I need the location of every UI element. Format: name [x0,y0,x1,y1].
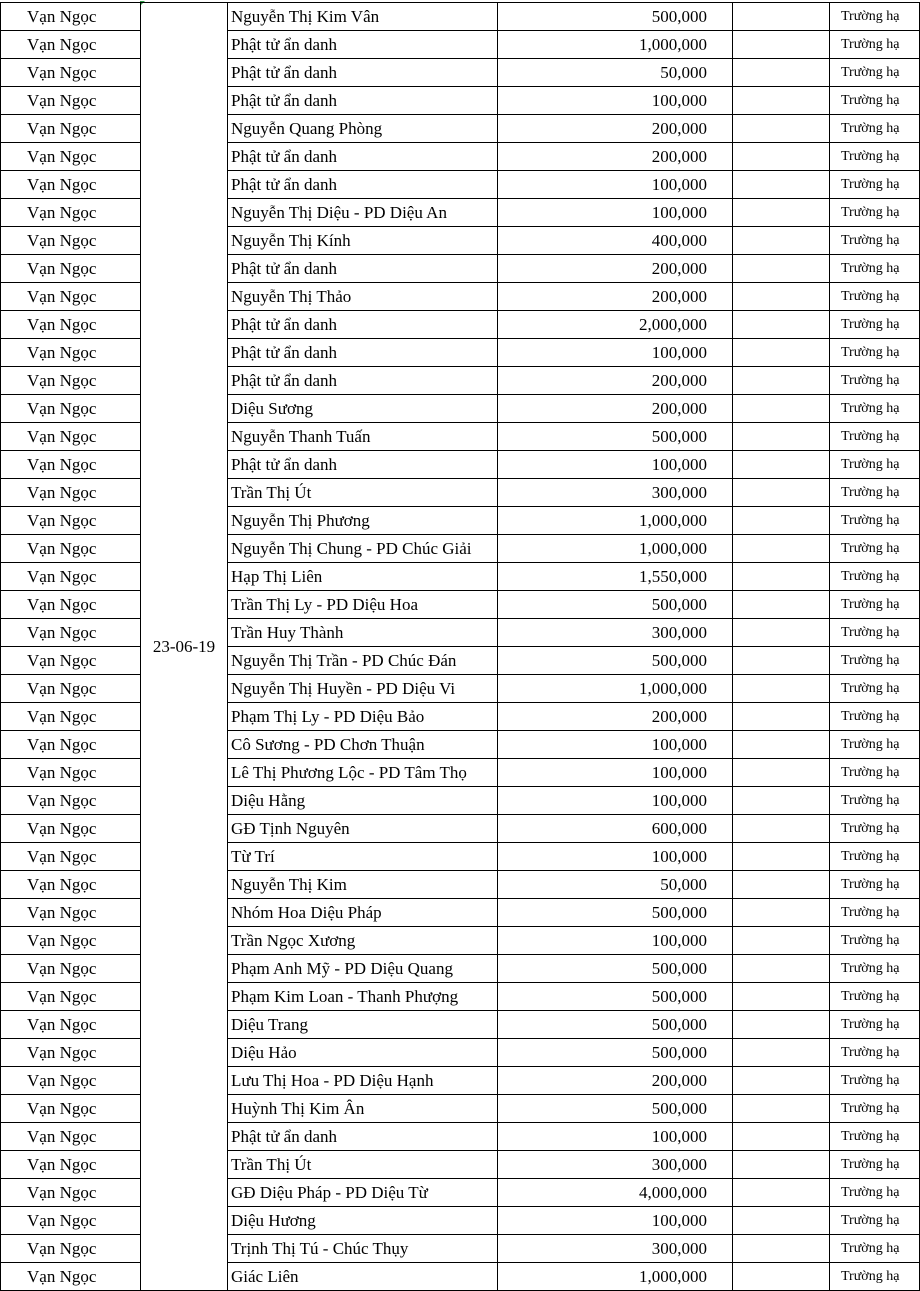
amount-cell[interactable]: 200,000 [498,283,733,311]
purpose-cell[interactable]: Trường hạ [830,395,920,423]
location-cell[interactable]: Vạn Ngọc [1,311,141,339]
table-row [1,1263,920,1291]
purpose-cell[interactable]: Trường hạ [830,1095,920,1123]
donor-name-cell[interactable]: Phật tử ẩn danh [228,59,498,87]
empty-cell[interactable] [733,171,830,199]
table-body [1,3,920,1291]
amount-cell[interactable]: 500,000 [498,423,733,451]
amount-cell[interactable]: 2,000,000 [498,311,733,339]
amount-cell[interactable]: 500,000 [498,591,733,619]
empty-cell[interactable] [733,1207,830,1235]
amount-cell[interactable]: 100,000 [498,1207,733,1235]
location-cell[interactable]: Vạn Ngọc [1,787,141,815]
location-cell[interactable]: Vạn Ngọc [1,1151,141,1179]
donor-name-cell[interactable]: Huỳnh Thị Kim Ân [228,1095,498,1123]
location-cell[interactable]: Vạn Ngọc [1,1011,141,1039]
table-row [1,31,920,59]
location-cell[interactable]: Vạn Ngọc [1,171,141,199]
donor-name-cell[interactable]: Phật tử ẩn danh [228,87,498,115]
amount-cell[interactable]: 50,000 [498,59,733,87]
table-row [1,591,920,619]
empty-cell[interactable] [733,563,830,591]
empty-cell[interactable] [733,115,830,143]
location-cell[interactable]: Vạn Ngọc [1,1179,141,1207]
amount-cell[interactable]: 300,000 [498,1151,733,1179]
amount-cell[interactable]: 300,000 [498,619,733,647]
location-cell[interactable]: Vạn Ngọc [1,1207,141,1235]
donor-name-cell[interactable]: Phật tử ẩn danh [228,451,498,479]
purpose-cell[interactable]: Trường hạ [830,1039,920,1067]
amount-cell[interactable]: 1,000,000 [498,1263,733,1291]
donor-name-cell[interactable]: Nguyễn Thị Kính [228,227,498,255]
purpose-cell[interactable]: Trường hạ [830,1011,920,1039]
amount-cell[interactable]: 50,000 [498,871,733,899]
purpose-cell[interactable]: Trường hạ [830,1151,920,1179]
amount-cell[interactable]: 300,000 [498,1235,733,1263]
amount-cell[interactable]: 4,000,000 [498,1179,733,1207]
location-cell[interactable]: Vạn Ngọc [1,1067,141,1095]
location-cell[interactable]: Vạn Ngọc [1,479,141,507]
donor-name-cell[interactable]: Trần Huy Thành [228,619,498,647]
purpose-cell[interactable]: Trường hạ [830,311,920,339]
location-cell[interactable]: Vạn Ngọc [1,59,141,87]
table-row [1,647,920,675]
empty-cell[interactable] [733,759,830,787]
donor-name-cell[interactable]: Giác Liên [228,1263,498,1291]
purpose-cell[interactable]: Trường hạ [830,227,920,255]
table-row [1,927,920,955]
donor-name-cell[interactable]: Phật tử ẩn danh [228,31,498,59]
amount-cell[interactable]: 100,000 [498,87,733,115]
table-row [1,675,920,703]
table-row [1,367,920,395]
donor-name-cell[interactable]: Diệu Hương [228,1207,498,1235]
location-cell[interactable]: Vạn Ngọc [1,199,141,227]
empty-cell[interactable] [733,339,830,367]
purpose-cell[interactable]: Trường hạ [830,899,920,927]
donor-name-cell[interactable]: Cô Sương - PD Chơn Thuận [228,731,498,759]
table-row [1,479,920,507]
empty-cell[interactable] [733,395,830,423]
donor-name-cell[interactable]: Lê Thị Phương Lộc - PD Tâm Thọ [228,759,498,787]
amount-cell[interactable]: 500,000 [498,983,733,1011]
amount-cell[interactable]: 100,000 [498,451,733,479]
location-cell[interactable]: Vạn Ngọc [1,647,141,675]
amount-cell[interactable]: 400,000 [498,227,733,255]
location-cell[interactable]: Vạn Ngọc [1,591,141,619]
donor-name-cell[interactable]: GĐ Diệu Pháp - PD Diệu Từ [228,1179,498,1207]
empty-cell[interactable] [733,1011,830,1039]
empty-cell[interactable] [733,255,830,283]
empty-cell[interactable] [733,1179,830,1207]
table-row [1,1235,920,1263]
purpose-cell[interactable]: Trường hạ [830,703,920,731]
donor-name-cell[interactable]: Phật tử ẩn danh [228,255,498,283]
location-cell[interactable]: Vạn Ngọc [1,1039,141,1067]
location-cell[interactable]: Vạn Ngọc [1,31,141,59]
location-cell[interactable]: Vạn Ngọc [1,283,141,311]
purpose-cell[interactable]: Trường hạ [830,1123,920,1151]
table-row [1,1095,920,1123]
purpose-cell[interactable]: Trường hạ [830,591,920,619]
table-row [1,955,920,983]
donor-name-cell[interactable]: Phật tử ẩn danh [228,339,498,367]
purpose-cell[interactable]: Trường hạ [830,815,920,843]
table-row [1,1151,920,1179]
amount-cell[interactable]: 500,000 [498,1039,733,1067]
amount-cell[interactable]: 500,000 [498,955,733,983]
empty-cell[interactable] [733,1067,830,1095]
empty-cell[interactable] [733,899,830,927]
donor-name-cell[interactable]: Phật tử ẩn danh [228,143,498,171]
donor-name-cell[interactable]: Nhóm Hoa Diệu Pháp [228,899,498,927]
empty-cell[interactable] [733,143,830,171]
amount-cell[interactable]: 100,000 [498,843,733,871]
donor-name-cell[interactable]: Trần Thị Út [228,1151,498,1179]
table-row [1,143,920,171]
empty-cell[interactable] [733,787,830,815]
location-cell[interactable]: Vạn Ngọc [1,451,141,479]
date-cell[interactable]: 23-06-19 [141,3,228,1291]
location-cell[interactable]: Vạn Ngọc [1,927,141,955]
empty-cell[interactable] [733,815,830,843]
donor-name-cell[interactable]: Diệu Sương [228,395,498,423]
table-row [1,395,920,423]
empty-cell[interactable] [733,507,830,535]
empty-cell[interactable] [733,59,830,87]
empty-cell[interactable] [733,927,830,955]
location-cell[interactable]: Vạn Ngọc [1,675,141,703]
amount-cell[interactable]: 100,000 [498,731,733,759]
empty-cell[interactable] [733,31,830,59]
purpose-cell[interactable]: Trường hạ [830,535,920,563]
empty-cell[interactable] [733,311,830,339]
donation-table [0,2,920,1291]
empty-cell[interactable] [733,283,830,311]
table-row [1,423,920,451]
amount-cell[interactable]: 500,000 [498,899,733,927]
purpose-cell[interactable]: Trường hạ [830,647,920,675]
purpose-cell[interactable]: Trường hạ [830,143,920,171]
donor-name-cell[interactable]: Trần Thị Út [228,479,498,507]
empty-cell[interactable] [733,367,830,395]
purpose-cell[interactable]: Trường hạ [830,31,920,59]
table-row [1,1067,920,1095]
amount-cell[interactable]: 200,000 [498,395,733,423]
donor-name-cell[interactable]: Phật tử ẩn danh [228,311,498,339]
location-cell[interactable]: Vạn Ngọc [1,423,141,451]
purpose-cell[interactable]: Trường hạ [830,983,920,1011]
purpose-cell[interactable]: Trường hạ [830,759,920,787]
purpose-cell[interactable]: Trường hạ [830,479,920,507]
empty-cell[interactable] [733,871,830,899]
empty-cell[interactable] [733,87,830,115]
table-row [1,3,920,31]
purpose-cell[interactable]: Trường hạ [830,339,920,367]
empty-cell[interactable] [733,591,830,619]
donor-name-cell[interactable]: Nguyễn Thị Thảo [228,283,498,311]
purpose-cell[interactable]: Trường hạ [830,563,920,591]
donor-name-cell[interactable]: Phạm Anh Mỹ - PD Diệu Quang [228,955,498,983]
location-cell[interactable]: Vạn Ngọc [1,227,141,255]
table-row [1,759,920,787]
empty-cell[interactable] [733,647,830,675]
amount-cell[interactable]: 200,000 [498,367,733,395]
table-row [1,563,920,591]
table-row [1,1123,920,1151]
location-cell[interactable]: Vạn Ngọc [1,563,141,591]
empty-cell[interactable] [733,535,830,563]
empty-cell[interactable] [733,1039,830,1067]
location-cell[interactable]: Vạn Ngọc [1,535,141,563]
amount-cell[interactable]: 500,000 [498,1095,733,1123]
amount-cell[interactable]: 100,000 [498,1123,733,1151]
amount-cell[interactable]: 600,000 [498,815,733,843]
table-row [1,59,920,87]
amount-cell[interactable]: 200,000 [498,115,733,143]
amount-cell[interactable]: 100,000 [498,339,733,367]
amount-cell[interactable]: 500,000 [498,647,733,675]
donor-name-cell[interactable]: Phạm Kim Loan - Thanh Phượng [228,983,498,1011]
amount-cell[interactable]: 1,000,000 [498,507,733,535]
donor-name-cell[interactable]: Lưu Thị Hoa - PD Diệu Hạnh [228,1067,498,1095]
empty-cell[interactable] [733,983,830,1011]
location-cell[interactable]: Vạn Ngọc [1,759,141,787]
location-cell[interactable]: Vạn Ngọc [1,3,141,31]
donor-name-cell[interactable]: Trần Thị Ly - PD Diệu Hoa [228,591,498,619]
donor-name-cell[interactable]: GĐ Tịnh Nguyên [228,815,498,843]
purpose-cell[interactable]: Trường hạ [830,1067,920,1095]
purpose-cell[interactable]: Trường hạ [830,731,920,759]
table-row [1,983,920,1011]
donor-name-cell[interactable]: Nguyễn Thị Diệu - PD Diệu An [228,199,498,227]
location-cell[interactable]: Vạn Ngọc [1,395,141,423]
amount-cell[interactable]: 200,000 [498,703,733,731]
purpose-cell[interactable]: Trường hạ [830,3,920,31]
amount-cell[interactable]: 1,550,000 [498,563,733,591]
amount-cell[interactable]: 1,000,000 [498,31,733,59]
purpose-cell[interactable]: Trường hạ [830,1207,920,1235]
table-row [1,227,920,255]
empty-cell[interactable] [733,619,830,647]
location-cell[interactable]: Vạn Ngọc [1,339,141,367]
table-row [1,451,920,479]
amount-cell[interactable]: 100,000 [498,787,733,815]
location-cell[interactable]: Vạn Ngọc [1,87,141,115]
empty-cell[interactable] [733,1235,830,1263]
empty-cell[interactable] [733,955,830,983]
location-cell[interactable]: Vạn Ngọc [1,255,141,283]
location-cell[interactable]: Vạn Ngọc [1,899,141,927]
table-row [1,507,920,535]
donor-name-cell[interactable]: Nguyễn Thanh Tuấn [228,423,498,451]
location-cell[interactable]: Vạn Ngọc [1,1235,141,1263]
empty-cell[interactable] [733,1123,830,1151]
donor-name-cell[interactable]: Phật tử ẩn danh [228,367,498,395]
purpose-cell[interactable]: Trường hạ [830,507,920,535]
location-cell[interactable]: Vạn Ngọc [1,955,141,983]
donor-name-cell[interactable]: Hạp Thị Liên [228,563,498,591]
donor-name-cell[interactable]: Nguyễn Thị Huyền - PD Diệu Vi [228,675,498,703]
donor-name-cell[interactable]: Trần Ngọc Xương [228,927,498,955]
table-row [1,311,920,339]
table-row [1,535,920,563]
table-row [1,1179,920,1207]
donor-name-cell[interactable]: Nguyễn Thị Kim Vân [228,3,498,31]
table-row [1,703,920,731]
location-cell[interactable]: Vạn Ngọc [1,1263,141,1291]
donor-name-cell[interactable]: Nguyễn Thị Kim [228,871,498,899]
donor-name-cell[interactable]: Phạm Thị Ly - PD Diệu Bảo [228,703,498,731]
location-cell[interactable]: Vạn Ngọc [1,143,141,171]
empty-cell[interactable] [733,479,830,507]
location-cell[interactable]: Vạn Ngọc [1,1123,141,1151]
purpose-cell[interactable]: Trường hạ [830,283,920,311]
purpose-cell[interactable]: Trường hạ [830,115,920,143]
empty-cell[interactable] [733,3,830,31]
amount-cell[interactable]: 500,000 [498,1011,733,1039]
location-cell[interactable]: Vạn Ngọc [1,843,141,871]
purpose-cell[interactable]: Trường hạ [830,675,920,703]
amount-cell[interactable]: 100,000 [498,927,733,955]
table-row [1,619,920,647]
empty-cell[interactable] [733,227,830,255]
empty-cell[interactable] [733,703,830,731]
amount-cell[interactable]: 100,000 [498,171,733,199]
table-row [1,899,920,927]
empty-cell[interactable] [733,843,830,871]
table-row [1,843,920,871]
donor-name-cell[interactable]: Phật tử ẩn danh [228,1123,498,1151]
purpose-cell[interactable]: Trường hạ [830,87,920,115]
empty-cell[interactable] [733,675,830,703]
purpose-cell[interactable]: Trường hạ [830,423,920,451]
purpose-cell[interactable]: Trường hạ [830,451,920,479]
donor-name-cell[interactable]: Diệu Hằng [228,787,498,815]
donor-name-cell[interactable]: Từ Trí [228,843,498,871]
empty-cell[interactable] [733,451,830,479]
purpose-cell[interactable]: Trường hạ [830,787,920,815]
purpose-cell[interactable]: Trường hạ [830,871,920,899]
table-row [1,87,920,115]
donor-name-cell[interactable]: Diệu Trang [228,1011,498,1039]
donor-name-cell[interactable]: Nguyễn Quang Phòng [228,115,498,143]
amount-cell[interactable]: 200,000 [498,255,733,283]
location-cell[interactable]: Vạn Ngọc [1,731,141,759]
location-cell[interactable]: Vạn Ngọc [1,1095,141,1123]
table-row [1,283,920,311]
empty-cell[interactable] [733,1151,830,1179]
donor-name-cell[interactable]: Diệu Hảo [228,1039,498,1067]
purpose-cell[interactable]: Trường hạ [830,927,920,955]
location-cell[interactable]: Vạn Ngọc [1,871,141,899]
amount-cell[interactable]: 100,000 [498,199,733,227]
location-cell[interactable]: Vạn Ngọc [1,619,141,647]
location-cell[interactable]: Vạn Ngọc [1,703,141,731]
donor-name-cell[interactable]: Nguyễn Thị Chung - PD Chúc Giải [228,535,498,563]
amount-cell[interactable]: 100,000 [498,759,733,787]
purpose-cell[interactable]: Trường hạ [830,1235,920,1263]
empty-cell[interactable] [733,199,830,227]
purpose-cell[interactable]: Trường hạ [830,843,920,871]
table-row [1,815,920,843]
table-row [1,115,920,143]
empty-cell[interactable] [733,1095,830,1123]
table-row [1,871,920,899]
location-cell[interactable]: Vạn Ngọc [1,115,141,143]
table-row [1,731,920,759]
location-cell[interactable]: Vạn Ngọc [1,367,141,395]
table-row [1,787,920,815]
purpose-cell[interactable]: Trường hạ [830,59,920,87]
purpose-cell[interactable]: Trường hạ [830,619,920,647]
amount-cell[interactable]: 1,000,000 [498,535,733,563]
purpose-cell[interactable]: Trường hạ [830,1179,920,1207]
empty-cell[interactable] [733,423,830,451]
purpose-cell[interactable]: Trường hạ [830,199,920,227]
purpose-cell[interactable]: Trường hạ [830,1263,920,1291]
table-row [1,1039,920,1067]
location-cell[interactable]: Vạn Ngọc [1,815,141,843]
amount-cell[interactable]: 500,000 [498,3,733,31]
table-row [1,199,920,227]
location-cell[interactable]: Vạn Ngọc [1,983,141,1011]
purpose-cell[interactable]: Trường hạ [830,367,920,395]
table-row [1,339,920,367]
location-cell[interactable]: Vạn Ngọc [1,507,141,535]
table-row [1,1207,920,1235]
empty-cell[interactable] [733,1263,830,1291]
donor-name-cell[interactable]: Phật tử ẩn danh [228,171,498,199]
table-row [1,255,920,283]
purpose-cell[interactable]: Trường hạ [830,955,920,983]
table-row [1,1011,920,1039]
empty-cell[interactable] [733,731,830,759]
donor-name-cell[interactable]: Nguyễn Thị Trần - PD Chúc Đán [228,647,498,675]
amount-cell[interactable]: 200,000 [498,143,733,171]
donor-name-cell[interactable]: Nguyễn Thị Phương [228,507,498,535]
purpose-cell[interactable]: Trường hạ [830,255,920,283]
amount-cell[interactable]: 200,000 [498,1067,733,1095]
donor-name-cell[interactable]: Trịnh Thị Tú - Chúc Thụy [228,1235,498,1263]
amount-cell[interactable]: 1,000,000 [498,675,733,703]
table-row [1,171,920,199]
amount-cell[interactable]: 300,000 [498,479,733,507]
purpose-cell[interactable]: Trường hạ [830,171,920,199]
